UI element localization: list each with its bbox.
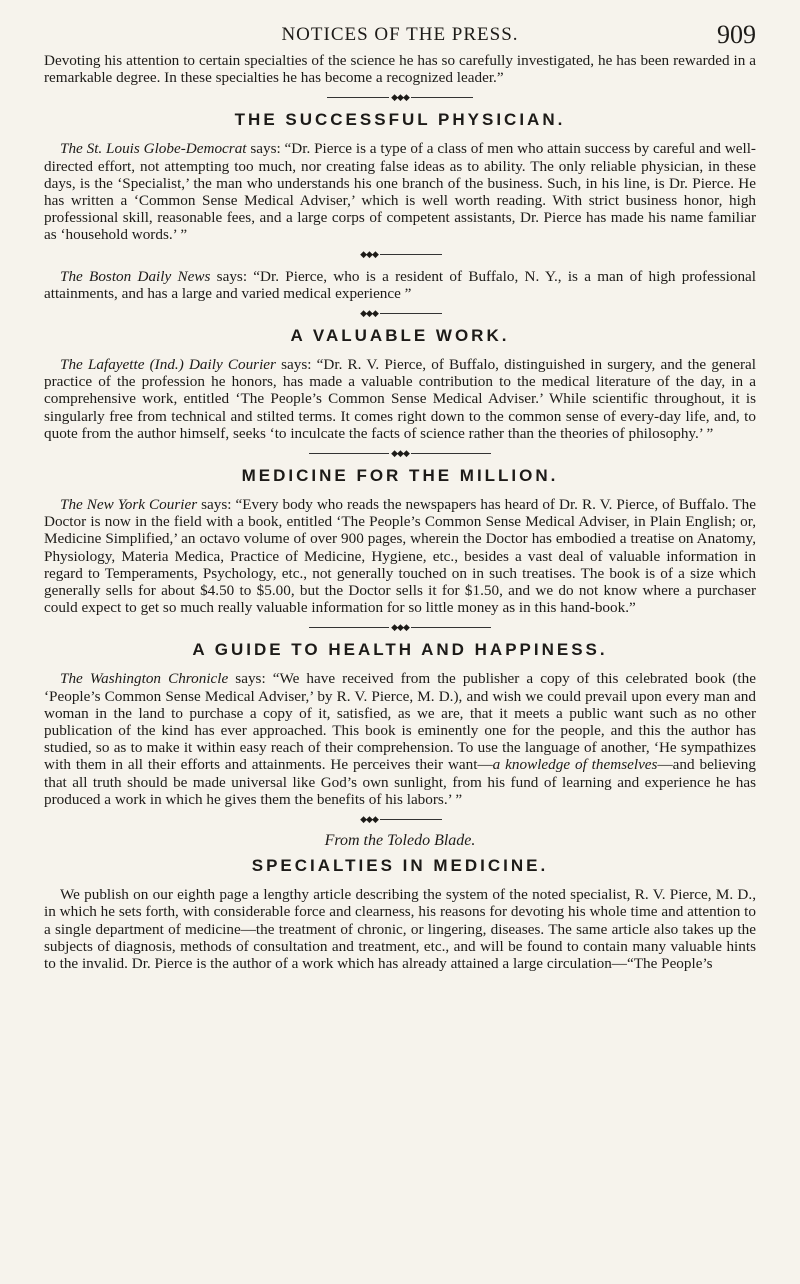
section-heading: A VALUABLE WORK. <box>290 326 510 346</box>
notice-paragraph <box>44 670 756 808</box>
notice-text: says: “Dr. Pierce, who is a resident of Buffalo, N. Y., is a man of high professional attainments, and has a large and varied medical experience ” <box>44 267 757 302</box>
notice-text: says: “We have received from the publisher a copy of this celebrated book (the ‘People’s Common Sense Medical Adviser,’ by R. V. Pierce, M. D.), and wish we could prevail upon every man and woman in the land to purchase a copy of it, satisfied, as we are, that it meets a public want such as no other publication of the kind has ever approached. This book is eminently one for the people, and this the author has studied, so as to make it within easy reach of their comprehension. To use the language of another, ‘He sympathizes with them in all their efforts and attainments. He perceives their want— <box>44 670 756 774</box>
notice-paragraph <box>44 356 756 442</box>
section-heading: THE SUCCESSFUL PHYSICIAN. <box>234 110 566 130</box>
publication-name: The New York Courier <box>60 496 198 514</box>
section-heading: SPECIALTIES IN MEDICINE. <box>251 856 549 876</box>
section-divider: ◆◆◆ <box>44 620 756 634</box>
running-head <box>44 20 756 52</box>
notice-paragraph <box>44 886 756 972</box>
section-divider: ◆◆◆ <box>44 90 756 104</box>
notice-text: says: “Dr. Pierce is a type of a class of men who attain success by careful and well-directed effort, not attempting too much, nor creating false ideas as to ability. The only reliable physician, in these days, is the ‘Specialist,’ the man who understands his one branch of the business. Such, in his line, is Dr. Pierce. He has written a ‘Common Sense Medical Adviser,’ which is well worth reading. With strict business honor, high professional skill, reasonable fees, and a large corps of competent assistants, Dr. Pierce has made his name familiar as ‘household words.’ ” <box>44 140 756 244</box>
section-heading: MEDICINE FOR THE MILLION. <box>241 466 559 486</box>
section-heading: A GUIDE TO HEALTH AND HAPPINESS. <box>192 640 608 660</box>
publication-name: The St. Louis Globe-Democrat <box>60 140 247 158</box>
notice-italic-phrase: a knowledge of themselves <box>492 756 658 774</box>
notice-paragraph <box>44 268 756 302</box>
source-subheading: From the Toledo Blade. <box>324 832 476 850</box>
section-divider: ◆◆◆ <box>44 248 756 262</box>
page-content <box>44 52 756 972</box>
section-divider: ◆◆◆ <box>44 306 756 320</box>
notice-text-tail: —and believing that all truth should be made universal like God’s own sunlight, from his fund of learning and experience he has produced a work in which he gives them the benefits of his labors.’ ” <box>44 756 756 808</box>
intro-paragraph: Devoting his attention to certain specialties of the science he has so carefully investigated, he has been rewarded in a remarkable degree. In these specialties he has become a recognized leader.” <box>44 52 756 87</box>
page-number: 909 <box>717 20 756 49</box>
running-title: NOTICES OF THE PRESS. <box>281 24 519 45</box>
notice-paragraph <box>44 496 756 616</box>
notice-paragraph <box>44 140 756 243</box>
publication-name: The Boston Daily News <box>60 267 211 285</box>
notice-text: says: “Dr. R. V. Pierce, of Buffalo, distinguished in surgery, and the general practice of the profession he honors, has made a valuable contribution to the medical literature of the day, in a comprehensive work, entitled ‘The People’s Common Sense Medical Adviser.’ While scientific throughout, it is singularly free from technical and stilted terms. It comes right down to the common sense of every-day life, and, to quote from the author himself, seeks ‘to inculcate the facts of science rather than the theories of philosophy.’ ” <box>44 356 757 442</box>
notice-text: We publish on our eighth page a lengthy article describing the system of the noted specialist, R. V. Pierce, M. D., in which he sets forth, with considerable force and clearness, his reasons for devoting his whole time and attention to a single department of medicine—the treatment of chronic, or lingering, diseases. The same article also takes up the subjects of diagnosis, methods of consultation and treatment, etc., and will be found to contain many valuable hints to the invalid. Dr. Pierce is the author of a work which has already attained a large circulation—“The People’s <box>44 886 756 972</box>
publication-name: The Washington Chronicle <box>60 670 229 688</box>
section-divider: ◆◆◆ <box>44 812 756 826</box>
section-divider: ◆◆◆ <box>44 446 756 460</box>
notice-text: says: “Every body who reads the newspapers has heard of Dr. R. V. Pierce, of Buffalo. The Doctor is now in the field with a book, entitled ‘The People’s Common Sense Medical Adviser, in Plain English; or, Medicine Simplified,’ an octavo volume of over 900 pages, wherein the Doctor has embodied a treatise on Anatomy, Physiology, Materia Medica, Practice of Medicine, Hygiene, etc., besides a vast deal of valuable information in regard to Temperaments, Psychology, etc., not generally touched on in such treatises. The book is of a size which generally sells for about $4.50 to $5.00, but the Doctor sells it for $1.50, and we do not know where a purchaser could expect to get so much really valuable information for so little money as in this hand-book.” <box>44 496 756 617</box>
publication-name: The Lafayette (Ind.) Daily Courier <box>60 356 276 374</box>
